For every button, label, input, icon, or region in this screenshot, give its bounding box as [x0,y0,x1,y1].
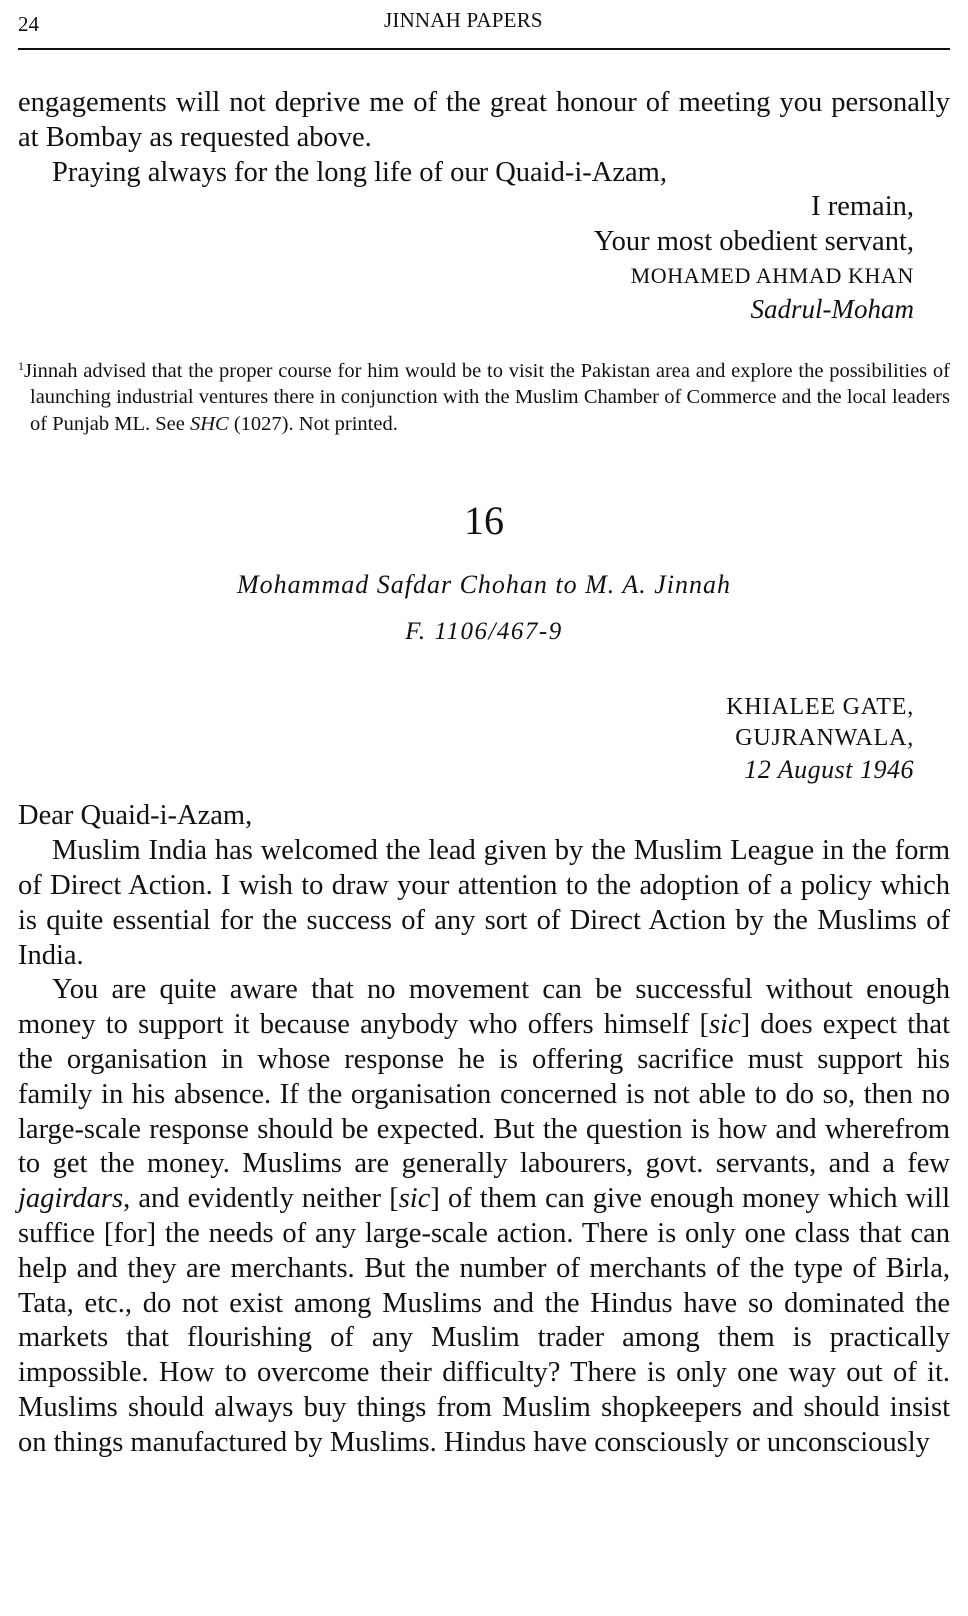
address-line-1: KHIALEE GATE, [726,694,914,721]
book-page [18,0,950,1461]
address-line-2: GUJRANWALA, [735,725,914,752]
paragraph-2-part-d: ] of them can give enough money which will suffice [for] the needs of any large-scale action. There is only one class that can help and they are merchants. But the number of merchants of the type of Birla, Tata, etc., do not exist among Muslims and the Hindus have so dominated the markets that flourishing of any Muslim trader among them is practically impossible. How to overcome their difficulty? There is only one way out of it. Muslims should always buy things from Muslim shopkeepers and should insist on things manufactured by Muslims. Hindus have consciously or unconsciously [18,1183,950,1458]
signatory-name: MOHAMED AHMAD KHAN [630,262,914,288]
valediction: I remain, [811,191,914,223]
header-rule [18,48,950,50]
document-reference: F. 1106/467-9 [405,618,563,646]
jagirdars-term: jagirdars [18,1183,124,1215]
continuation-paragraph: engagements will not deprive me of the great honour of meeting you personally at Bombay as requested above. [18,87,950,153]
sic-1: sic [708,1009,741,1041]
page-number: 24 [18,12,39,36]
previous-letter-ending [18,86,950,326]
footnote-text: Jinnah advised that the proper course for him would be to visit the Pakistan area and explore the possibilities of launching industrial ventures there in conjunction with the Muslim Chamber of Commerce and the local leaders of Punjab ML. See [24,359,950,435]
letter-date: 12 August 1946 [744,755,914,785]
letter-body [18,799,950,1460]
paragraph-2-part-c: , and evidently neither [ [123,1183,399,1215]
closing-prayer: Praying always for the long life of our Quaid-i-Azam, [52,156,667,188]
paragraph-2-part-a: You are quite aware that no movement can be successful without enough money to support it because anybody who offers himself [ [18,974,950,1041]
footnote [18,353,950,438]
footnote-marker: 1 [18,358,24,373]
signoff: Your most obedient servant, [593,226,914,258]
footnote-ref: SHC [190,412,229,435]
salutation: Dear Quaid-i-Azam, [18,800,253,832]
paragraph-2 [18,973,950,1460]
running-head [18,0,950,50]
document-number: 16 [464,498,504,544]
document-title: Mohammad Safdar Chohan to M. A. Jinnah [237,570,731,600]
paragraph-2-part-b: ] does expect that the organisation in whose response he is offering sacrifice must support his family in his absence. If the organisation concerned is not able to do so, then no large-scale response should be expected. But the question is how and wherefrom to get the money. Muslims are generally labourers, govt. servants, and a few [18,1009,950,1180]
signatory-title: Sadrul-Moham [750,293,914,324]
paragraph-1: Muslim India has welcomed the lead given by the Muslim League in the form of Direct Action. I wish to draw your attention to the adoption of a policy which is quite essential for the success of any sort of Direct Action by the Muslims of India. [18,835,950,971]
sic-2: sic [398,1183,431,1215]
running-title: JINNAH PAPERS [384,8,543,32]
sender-address [18,692,950,785]
footnote-ref-tail: (1027). Not printed. [228,412,398,435]
